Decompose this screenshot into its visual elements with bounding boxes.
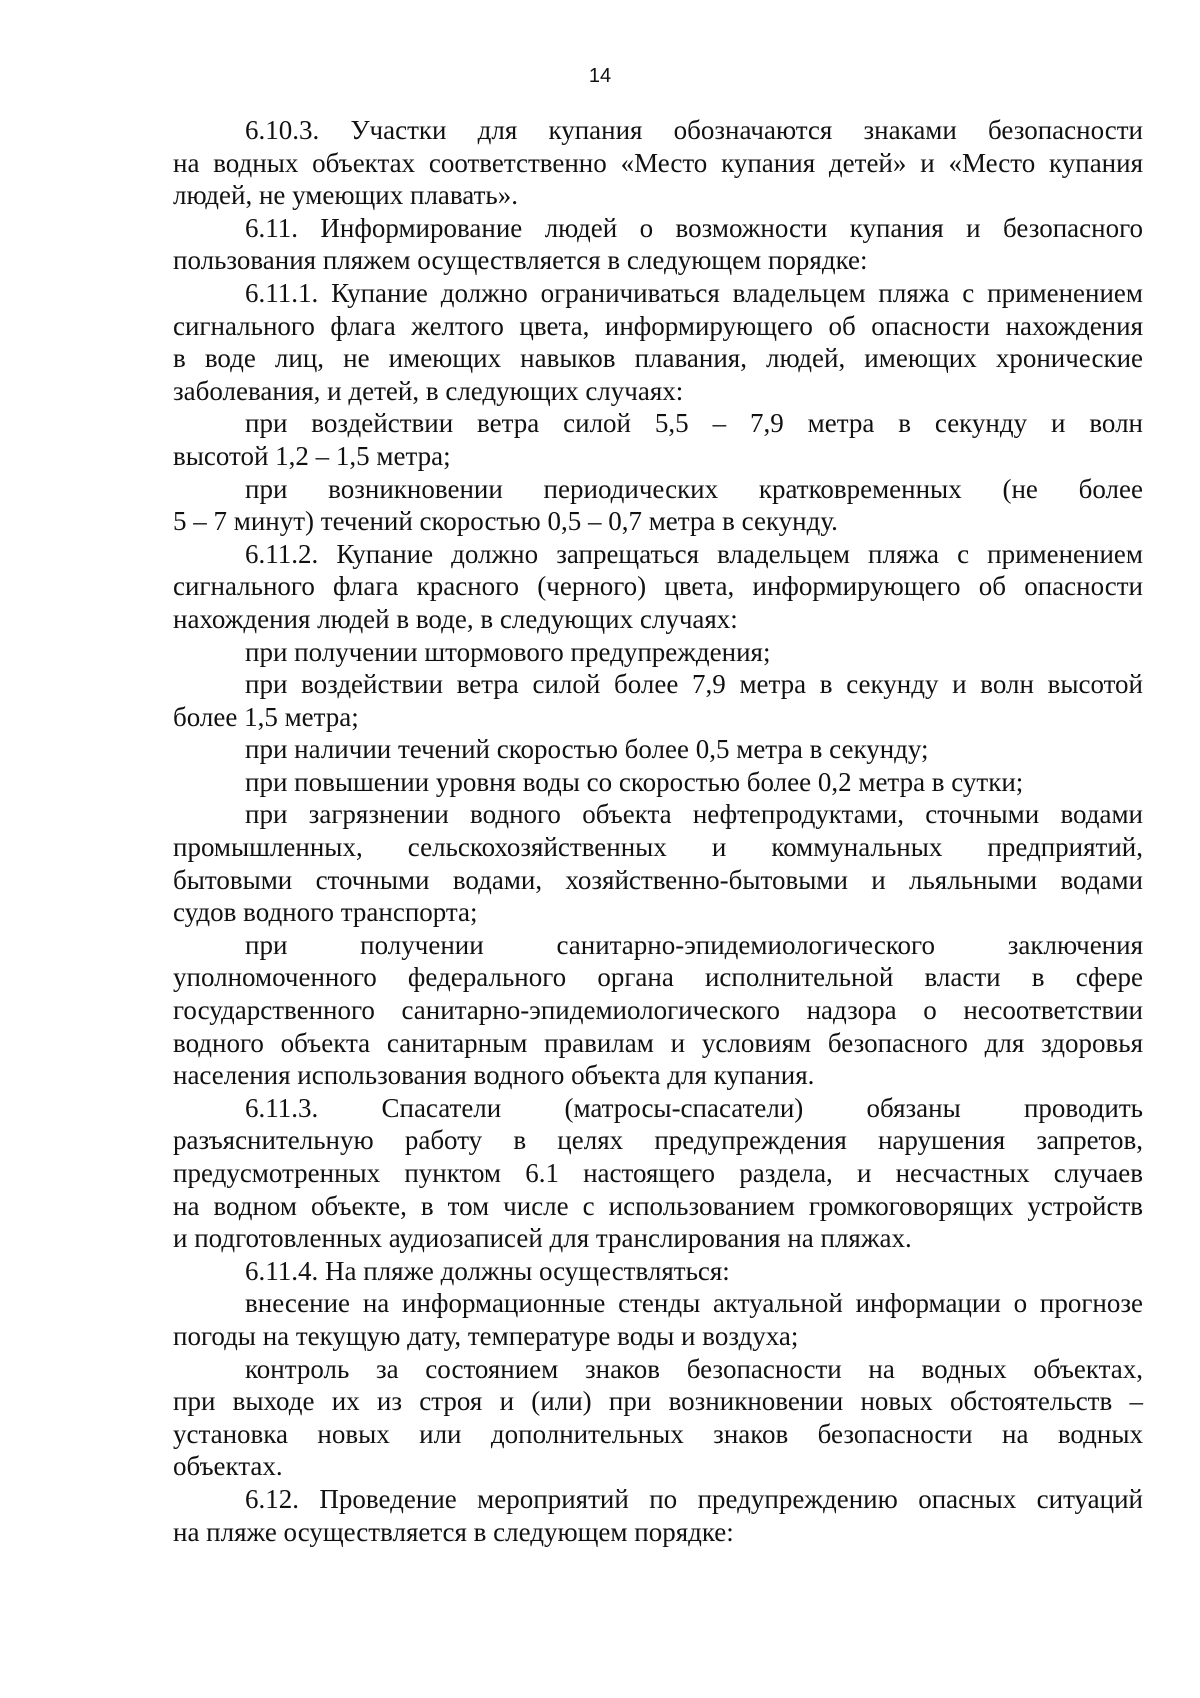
text-line: установка новых или дополнительных знаков безопасности на водных bbox=[173, 1418, 1143, 1449]
text-line: государственного санитарно-эпидемиологического надзора о несоответствии bbox=[173, 995, 1143, 1026]
text-line: объектах. bbox=[173, 1451, 283, 1482]
paragraph bbox=[173, 668, 1143, 733]
text-line: внесение на информационные стенды актуальной информации о прогнозе bbox=[245, 1288, 1143, 1319]
text-line: 6.11. Информирование людей о возможности купания и безопасного bbox=[245, 212, 1143, 243]
text-line: водного объекта санитарным правилам и условиям безопасного для здоровья bbox=[173, 1027, 1143, 1058]
paragraph bbox=[173, 1092, 1143, 1255]
paragraph bbox=[173, 798, 1143, 928]
text-line: людей, не умеющих плавать». bbox=[173, 180, 518, 211]
text-line: сигнального флага красного (черного) цвета, информирующего об опасности bbox=[173, 571, 1143, 602]
text-line: высотой 1,2 – 1,5 метра; bbox=[173, 440, 451, 471]
text-line: при повышении уровня воды со скоростью более 0,2 метра в сутки; bbox=[245, 766, 1024, 797]
text-line: 6.11.1. Купание должно ограничиваться владельцем пляжа с применением bbox=[245, 277, 1143, 308]
text-line: при воздействии ветра силой более 7,9 метра в секунду и волн высотой bbox=[245, 669, 1143, 700]
text-line: 5 – 7 минут) течений скоростью 0,5 – 0,7 метра в секунду. bbox=[173, 506, 838, 537]
text-line: пользования пляжем осуществляется в следующем порядке: bbox=[173, 245, 868, 276]
text-line: более 1,5 метра; bbox=[173, 701, 359, 732]
paragraph bbox=[173, 473, 1143, 538]
text-line: погоды на текущую дату, температуре воды и воздуха; bbox=[173, 1320, 799, 1351]
text-line: в воде лиц, не имеющих навыков плавания, людей, имеющих хронические bbox=[173, 343, 1143, 374]
page-number: 14 bbox=[588, 65, 612, 87]
paragraph bbox=[173, 538, 1143, 636]
text-line: разъяснительную работу в целях предупреждения нарушения запретов, bbox=[173, 1125, 1143, 1156]
text-line: при выходе их из строя и (или) при возникновении новых обстоятельств – bbox=[173, 1386, 1143, 1417]
text-line: на водном объекте, в том числе с использованием громкоговорящих устройств bbox=[173, 1190, 1143, 1221]
paragraph bbox=[173, 733, 1143, 766]
text-line: при загрязнении водного объекта нефтепродуктами, сточными водами bbox=[245, 799, 1143, 830]
text-line: и подготовленных аудиозаписей для транслирования на пляжах. bbox=[173, 1223, 912, 1254]
text-line: на пляже осуществляется в следующем порядке: bbox=[173, 1516, 734, 1547]
paragraph bbox=[173, 1255, 1143, 1288]
paragraph bbox=[173, 1353, 1143, 1483]
text-line: предусмотренных пунктом 6.1 настоящего раздела, и несчастных случаев bbox=[173, 1158, 1143, 1188]
text-line: 6.11.3. Спасатели (матросы-спасатели) обязаны проводить bbox=[245, 1092, 1143, 1123]
text-line: 6.10.3. Участки для купания обозначаются знаками безопасности bbox=[245, 115, 1143, 145]
text-line: 6.11.2. Купание должно запрещаться владельцем пляжа с применением bbox=[245, 538, 1143, 569]
text-line: промышленных, сельскохозяйственных и коммунальных предприятий, bbox=[173, 832, 1143, 863]
paragraph bbox=[173, 636, 1143, 669]
document-body bbox=[173, 114, 1143, 1548]
text-line: нахождения людей в воде, в следующих случаях: bbox=[173, 603, 738, 634]
text-line: при воздействии ветра силой 5,5 – 7,9 метра в секунду и волн bbox=[245, 408, 1143, 439]
text-line: сигнального флага желтого цвета, информирующего об опасности нахождения bbox=[173, 310, 1143, 341]
paragraph bbox=[173, 114, 1143, 212]
text-line: при получении штормового предупреждения; bbox=[245, 636, 771, 667]
paragraph bbox=[173, 407, 1143, 472]
paragraph bbox=[173, 929, 1143, 1092]
text-line: бытовыми сточными водами, хозяйственно-бытовыми и льяльными водами bbox=[173, 864, 1143, 895]
text-line: на водных объектах соответственно «Место купания детей» и «Место купания bbox=[173, 147, 1143, 178]
text-line: при получении санитарно-эпидемиологического заключения bbox=[245, 929, 1143, 960]
text-line: заболевания, и детей, в следующих случаях: bbox=[173, 375, 684, 406]
paragraph bbox=[173, 277, 1143, 407]
text-line: населения использования водного объекта для купания. bbox=[173, 1060, 815, 1091]
text-line: 6.12. Проведение мероприятий по предупреждению опасных ситуаций bbox=[245, 1483, 1143, 1514]
paragraph bbox=[173, 1483, 1143, 1548]
text-line: при наличии течений скоростью более 0,5 метра в секунду; bbox=[245, 734, 929, 765]
paragraph bbox=[173, 212, 1143, 277]
paragraph bbox=[173, 766, 1143, 799]
text-line: контроль за состоянием знаков безопасности на водных объектах, bbox=[245, 1353, 1143, 1384]
text-line: судов водного транспорта; bbox=[173, 897, 478, 928]
text-line: уполномоченного федерального органа исполнительной власти в сфере bbox=[173, 962, 1143, 993]
paragraph bbox=[173, 1287, 1143, 1352]
text-line: при возникновении периодических кратковременных (не более bbox=[245, 473, 1143, 504]
text-line: 6.11.4. На пляже должны осуществляться: bbox=[245, 1255, 730, 1286]
